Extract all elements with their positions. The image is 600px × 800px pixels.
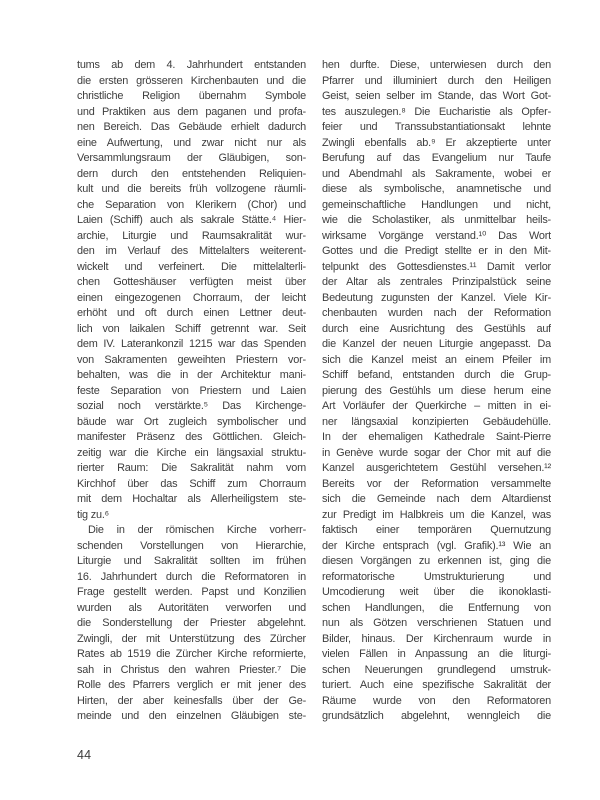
text-line: schen Handlungen, die Entfernung von	[322, 601, 551, 614]
text-line: In der ehemaligen Kathedrale Saint-Pierre	[322, 431, 551, 443]
text-line: und Abendmahl als Sakramente, wobei er	[322, 167, 551, 180]
text-line: Kirchhof über das Schiff zum Chorraum	[77, 477, 306, 490]
text-line: eine Aufwertung, und zwar nicht nur als	[77, 136, 306, 149]
text-line: schen Neuerungen grundlegend umstruk-	[322, 663, 551, 676]
text-line: turiert. Auch eine spezifische Sakralität der	[322, 679, 551, 691]
text-line: und Praktiken aus dem paganen und profa-	[77, 105, 306, 118]
text-line: durch eine Ausrichtung des Gestühls auf	[322, 322, 551, 335]
text-line: einen eingezogenen Chorraum, der leicht	[77, 291, 306, 304]
body-text	[77, 58, 551, 725]
text-line: wie die Scholastiker, als unmittelbar heils-	[322, 214, 551, 226]
text-line: ner längsaxial konzipierten Gebäudehülle.	[322, 415, 551, 428]
text-line: meinde und den einzelnen Gläubigen ste-	[77, 710, 306, 722]
text-line: feste Separation von Priestern und Laien	[77, 384, 306, 397]
text-line: Frage gestellt werden. Papst und Konzilien	[77, 586, 306, 598]
text-line: dem IV. Laterankonzil 1215 war das Spenden	[77, 338, 306, 350]
text-line: Gottes und die Predigt stellte er in den Mit-	[322, 245, 551, 257]
text-line: 16. Jahrhundert durch die Reformatoren in	[77, 570, 306, 583]
text-line: che Separation von Klerikern (Chor) und	[77, 198, 306, 211]
text-line: Zwingli, der mit Unterstützung des Zürcher	[77, 632, 306, 645]
text-line: sozial noch verstärkte.⁵ Das Kirchenge-	[77, 400, 306, 412]
text-line: Laien (Schiff) auch als sakrale Stätte.⁴ Hier-	[77, 214, 306, 226]
text-line: Geist, seien selber im Stande, das Wort Got-	[322, 90, 551, 102]
text-line: zur Predigt im Halbkreis um die Kanzel, was	[322, 508, 551, 521]
text-line: tes auszulegen.⁸ Die Eucharistie als Opfer-	[322, 105, 551, 118]
page-number: 44	[77, 748, 92, 762]
text-line: bäude war Ort zugleich symbolischer und	[77, 415, 306, 428]
text-line: hen durfte. Diese, unterwiesen durch den	[322, 59, 551, 71]
text-line: schenden Vorstellungen von Hierarchie,	[77, 539, 306, 552]
text-line: lich von laikalen Schiff getrennt war. Seit	[77, 322, 306, 335]
text-line: Liturgie und Sakralität sollten im frühen	[77, 555, 306, 567]
text-line: wurden als Autoritäten verworfen und	[77, 601, 306, 614]
text-line: feier und Transsubstantiationsakt lehnte	[322, 121, 551, 133]
text-line: Rates ab 1519 die Zürcher Kirche reformierte,	[77, 648, 306, 660]
text-line: Berufung auf das Evangelium nur Taufe	[322, 152, 551, 164]
text-line: erhöht und oft durch einen Lettner deut-	[77, 307, 306, 319]
text-line: die Kanzel der neuen Liturgie angepasst. Da	[322, 338, 551, 350]
text-line: kult und die bereits früh vollzogene räumli-	[77, 183, 306, 195]
text-line: der Altar als zentrales Prinzipalstück seine	[322, 276, 551, 288]
text-line: den im Verlauf des Mittelalters weiterent-	[77, 245, 306, 257]
text-line: mit dem Hochaltar als Allerheiligstem ste-	[77, 493, 306, 505]
text-line: manifester Präsenz des Göttlichen. Gleich-	[77, 431, 306, 443]
text-column-left	[77, 58, 306, 725]
text-line: Hirten, der aber keinesfalls über der Ge-	[77, 694, 306, 707]
text-line: Bereits vor der Reformation versammelte	[322, 477, 551, 490]
text-line: Bilder, hinaus. Der Kirchenraum wurde in	[322, 632, 551, 645]
text-line: archie, Liturgie und Raumsakralität wur-	[77, 229, 306, 242]
text-line: Versammlungsraum der Gläubigen, son-	[77, 152, 306, 164]
text-line: sich die Gemeinde nach dem Altardienst	[322, 493, 551, 505]
text-line: der Kirche entsprach (vgl. Grafik).¹³ Wie an	[322, 539, 551, 552]
text-line: diese als symbolische, anamnetische und	[322, 183, 551, 195]
text-line: von Sakramenten geweihten Priestern vor-	[77, 353, 306, 366]
text-line: sich die Kanzel meist an einem Pfeiler im	[322, 353, 551, 366]
text-line: Die in der römischen Kirche vorherr-	[88, 524, 306, 536]
text-line: faktisch einer temporären Quernutzung	[322, 524, 551, 536]
text-line: reformatorische Umstrukturierung und	[322, 570, 551, 583]
text-line: zeitig war die Kirche ein längsaxial struktu-	[77, 446, 306, 459]
text-line: nun als Götzen verschrienen Statuen und	[322, 617, 551, 629]
text-line: telpunkt des Gottesdienstes.¹¹ Damit verlor	[322, 260, 551, 273]
text-line: grundsätzlich abgelehnt, wenngleich die	[322, 710, 551, 722]
text-line: tums ab dem 4. Jahrhundert entstanden	[77, 59, 306, 71]
text-line: Pfarrer und illuminiert durch den Heiligen	[322, 74, 551, 87]
text-line: Schiff befand, entstanden durch die Grup-	[322, 369, 551, 381]
text-line: christliche Religion übernahm Symbole	[77, 90, 306, 102]
text-line: sah in Christus den wahren Priester.⁷ Die	[77, 663, 306, 676]
text-line: rierter Raum: Die Sakralität nahm vom	[77, 462, 306, 474]
text-line: chenbauten wurden nach der Reformation	[322, 307, 551, 319]
text-line: chen Gotteshäuser verfügten meist über	[77, 276, 306, 288]
text-line: tig zu.⁶	[77, 508, 109, 521]
text-line: gemeinschaftliche Handlungen und nicht,	[322, 198, 551, 211]
text-line: diesen Vorgängen zu erkennen ist, ging die	[322, 555, 551, 567]
text-line: Art Vorläufer der Querkirche – mitten in ei-	[322, 400, 551, 412]
text-line: wirksame Vorgänge verstand.¹⁰ Das Wort	[322, 229, 551, 242]
text-line: Rolle des Pfarrers verglich er mit jener des	[77, 679, 306, 691]
text-column-right	[322, 58, 551, 725]
text-line: in Genève wurde sogar der Chor mit auf die	[322, 446, 551, 459]
text-line: die Sonderstellung der Priester abgelehnt.	[77, 617, 306, 629]
text-line: Bedeutung zugunsten der Kanzel. Viele Kir-	[322, 291, 551, 304]
text-line: nen Bereich. Das Gebäude erhielt dadurch	[77, 121, 306, 133]
text-line: die ersten grösseren Kirchenbauten und die	[77, 74, 306, 87]
text-line: pierung des Gestühls um diese herum eine	[322, 384, 551, 397]
text-line: Umcodierung weit über die ikonoklasti-	[322, 586, 551, 598]
text-line: wickelt und verfeinert. Die mittelalterli-	[77, 260, 306, 273]
text-line: vielen Fällen in Anpassung an die liturgi-	[322, 648, 551, 660]
text-line: behalten, was die in der Architektur mani-	[77, 369, 306, 381]
text-line: dern durch den entstehenden Reliquien-	[77, 167, 306, 180]
text-line: Räume wurde von den Reformatoren	[322, 694, 551, 707]
text-line: Kanzel ausgerichtetem Gestühl versehen.¹²	[322, 462, 551, 474]
text-line: Zwingli ebenfalls ab.⁹ Er akzeptierte unter	[322, 136, 551, 149]
